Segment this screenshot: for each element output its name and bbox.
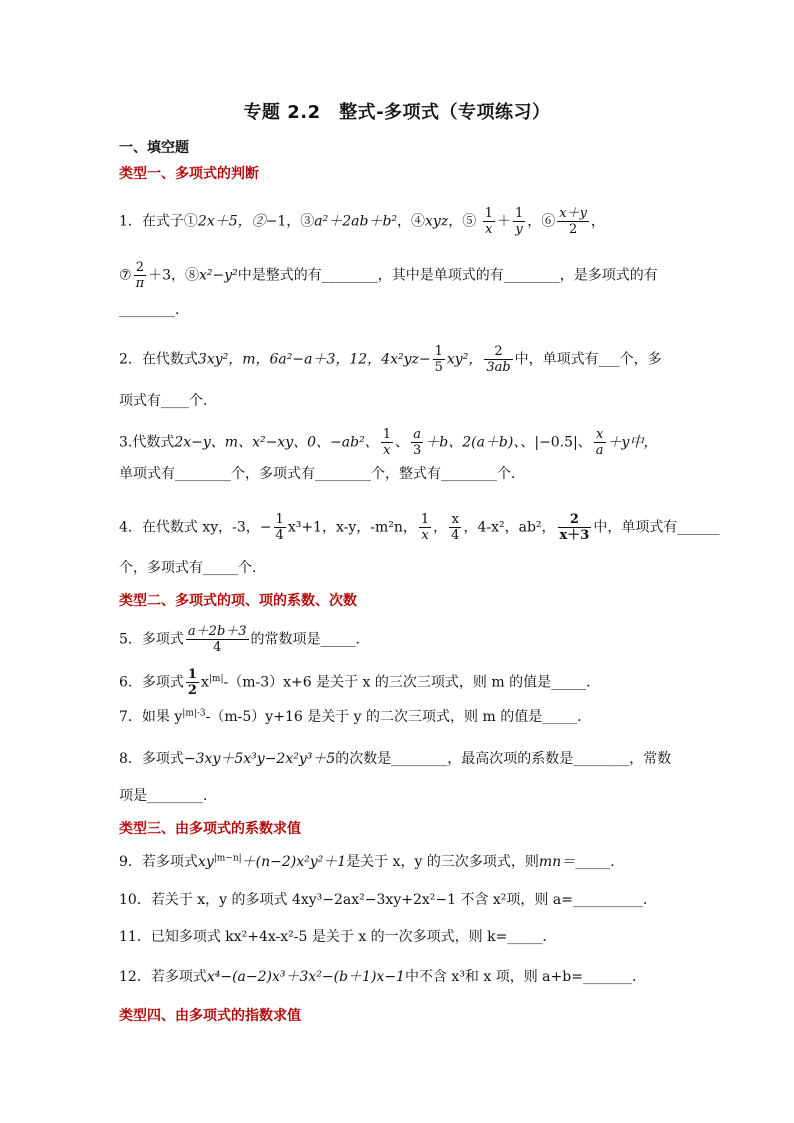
- fraction: $\frac{1}{x}$: [420, 512, 430, 543]
- question-2-line-2: 项式有____个．: [119, 393, 217, 409]
- question-9: 9．若多项式$xy^{|m-n|}+(n-2)x^2y^2+1$是关于 x，y 的三次多项式，则mn＝_____．: [119, 853, 625, 870]
- type-heading-1: 类型一、多项式的判断: [119, 166, 259, 182]
- type-heading-3: 类型三、由多项式的系数求值: [119, 821, 301, 837]
- question-10: 10．若关于 x，y 的多项式 4xy³−2ax²−3xy+2x²−1 不含 x²项，则 a=__________．: [119, 892, 657, 908]
- type-heading-4: 类型四、由多项式的指数求值: [119, 1008, 301, 1024]
- fraction: $\frac{1}{2}$: [187, 667, 197, 698]
- fraction: $\frac{x}{4}$: [451, 512, 460, 543]
- fraction: $\frac{a+2b+3}{4}$: [187, 624, 247, 655]
- fraction: $\frac{1}{5}$: [434, 344, 443, 375]
- fraction: $\frac{a}{3}$: [412, 427, 422, 458]
- question-2-line-1: 2．在代数式3xy²，m，6a²−a＋3，12，4x²yz− $\frac{1}{5}$ xy²， $\frac{2}{3ab}$ 中，单项式有___个，多: [119, 344, 662, 375]
- question-1-line-1: 1．在式子①2x＋5，②−1，③a²＋2ab＋b²，④xyz，⑤ $\frac{1}{x}$ ＋ $\frac{1}{y}$ ，⑥ $\frac{x+y}{2}$ ，: [119, 206, 605, 237]
- question-12: 12．若多项式x⁴−(a−2)x³＋3x²−(b＋1)x−1中不含 x³和 x 项，则 a+b=_______.: [119, 969, 637, 985]
- question-4-line-2: 个，多项式有_____个．: [119, 560, 266, 576]
- question-3-line-1: 3.代数式2x−y、m、x²−xy、0、−ab²、 $\frac{1}{x}$ 、 $\frac{a}{3}$ ＋b、2(a＋b)、、|−0.5|、 $\frac{x}{a}$ ＋y中，: [119, 427, 658, 458]
- fraction: $\frac{1}{x}$: [382, 427, 391, 458]
- question-4-line-1: 4．在代数式 xy，-3，− $\frac{1}{4}$ x³+1，x-y，-m²n， $\frac{1}{x}$ ， $\frac{x}{4}$ ，4-x²，ab²， $\frac{2}{x+3}$ 中，单项式有______: [119, 512, 720, 543]
- question-6: 6．多项式 $\frac{1}{2}$ $x^{|m|}-(m-3)x+6$ 是关于 x 的三次三项式，则 m 的值是_____．: [119, 667, 601, 698]
- question-11: 11．已知多项式 kx²+4x-x²-5 是关于 x 的一次多项式，则 k=_____．: [119, 929, 557, 945]
- fraction: $\frac{1}{4}$: [275, 512, 284, 543]
- page-title: 专题 2.2 整式-多项式（专项练习）: [243, 102, 551, 123]
- fraction: $\frac{1}{y}$: [514, 206, 524, 237]
- question-5: 5．多项式 $\frac{a+2b+3}{4}$ 的常数项是_____．: [119, 624, 370, 655]
- question-1-line-3: ________．: [119, 302, 189, 318]
- section-heading: 一、填空题: [119, 140, 189, 156]
- fraction: $\frac{x+y}{2}$: [559, 206, 587, 237]
- question-8-line-2: 项是________.: [119, 788, 208, 804]
- fraction: $\frac{x}{a}$: [595, 427, 604, 458]
- question-1-line-2: ⑦ $\frac{2}{\pi}$ ＋3，⑧x²−y²中是整式的有________，其中是单项式的有________，是多项式的有: [119, 260, 658, 291]
- type-heading-2: 类型二、多项式的项、项的系数、次数: [119, 593, 357, 609]
- fraction: $\frac{2}{3ab}$: [486, 344, 511, 375]
- fraction: $\frac{2}{x+3}$: [559, 512, 590, 543]
- question-8-line-1: 8．多项式−3xy＋5x³y−2x²y³＋5的次数是________，最高次项的系数是________，常数: [119, 751, 672, 767]
- fraction: $\frac{2}{\pi}$: [135, 260, 145, 291]
- question-7: 7．如果 $y^{|m|-3}-(m-5)y+16$ 是关于 y 的二次三项式，则 m 的值是_____．: [119, 708, 592, 725]
- question-3-line-2: 单项式有________个，多项式有________个，整式有________个．: [119, 466, 525, 482]
- fraction: $\frac{1}{x}$: [484, 206, 493, 237]
